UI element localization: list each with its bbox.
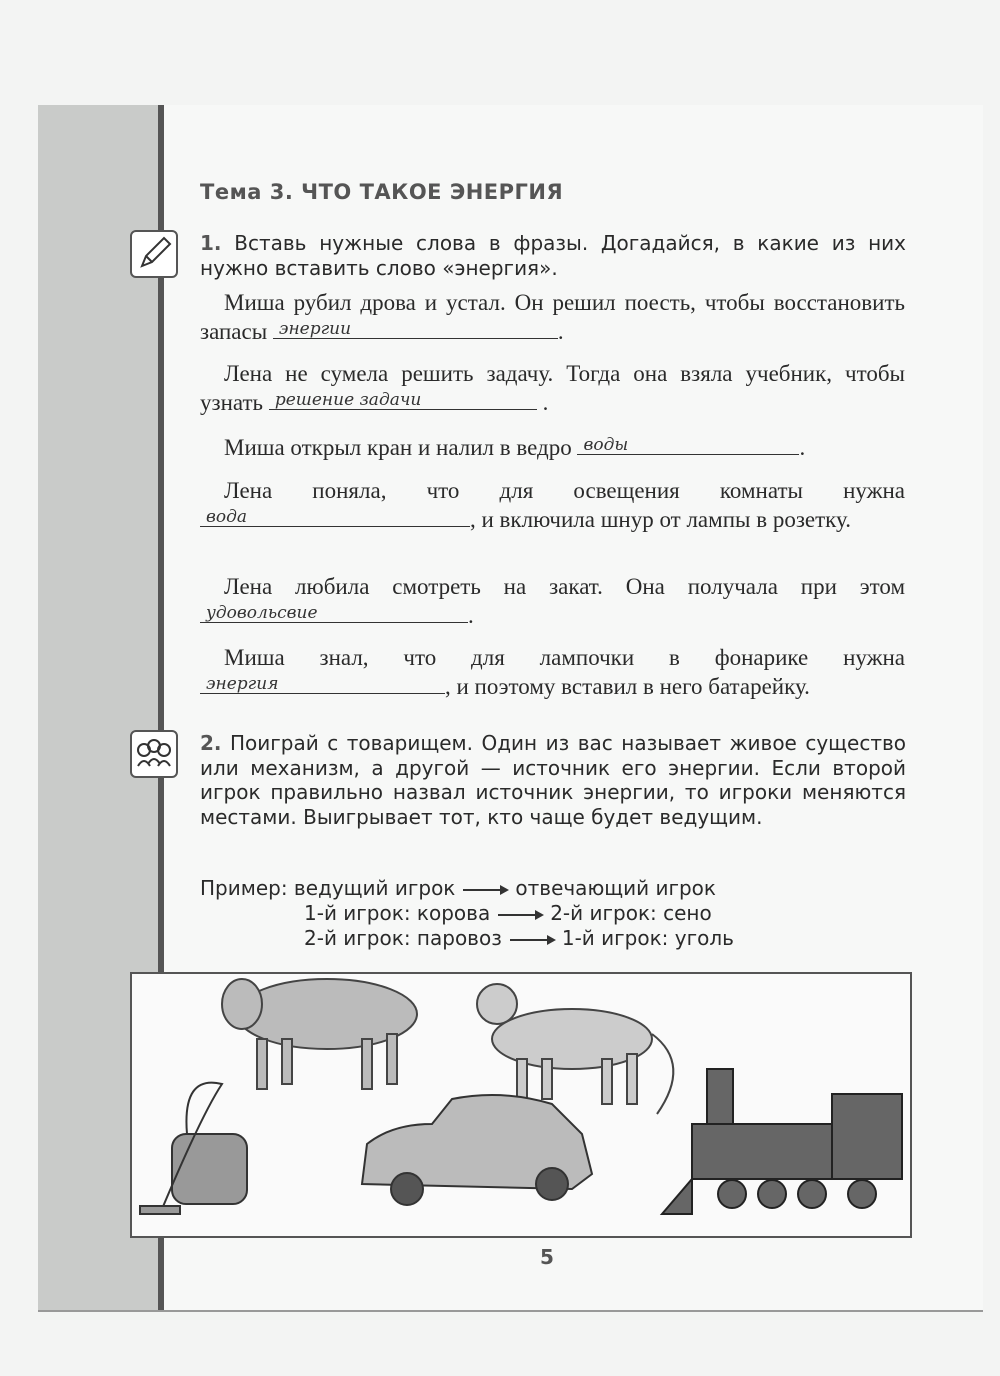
cow-illustration <box>222 979 417 1089</box>
example-row: Пример: ведущий игрок отвечающий игрок <box>200 876 716 900</box>
sentence-3: Миша открыл кран и налил в ведро воды . <box>200 432 905 461</box>
arrow-icon <box>463 889 507 891</box>
page-number: 5 <box>540 1245 554 1269</box>
topic-title: Тема 3. ЧТО ТАКОЕ ЭНЕРГИЯ <box>200 180 564 204</box>
sentence-6: Миша знал, что для лампочки в фонарике нужна энергия , и поэтому вставил в него батарейку. <box>200 645 905 700</box>
illustration-panel <box>130 972 912 1238</box>
car-illustration <box>362 1095 592 1205</box>
task-2-instruction: 2. Поиграй с товарищем. Один из вас называет живое существо или механизм, а другой — источник его энергии. Если второй игрок правильно назвал источник энергии, то игроки меняются местами. Выигрывает тот, кто чаще будет ведущим. <box>200 731 906 829</box>
sentence-2: Лена не сумела решить задачу. Тогда она взяла учебник, чтобы узнать решение задачи . <box>200 361 905 415</box>
sentence-5: Лена любила смотреть на закат. Она получала при этом удовольсвие . <box>200 574 905 629</box>
vacuum-cleaner-illustration <box>140 1083 247 1214</box>
pair-game-icon <box>130 730 178 778</box>
example-block <box>200 876 734 951</box>
answer-field-5[interactable]: удовольсвие <box>200 600 468 623</box>
sentence-4: Лена поняла, что для освещения комнаты нужна вода , и включила шнур от лампы в розетку. <box>200 478 905 533</box>
answer-field-2[interactable]: решение задачи <box>269 387 537 410</box>
answer-field-4[interactable]: вода <box>200 504 470 527</box>
answer-field-6[interactable]: энергия <box>200 671 445 694</box>
pencil-icon <box>130 230 178 278</box>
arrow-icon <box>498 914 542 916</box>
task-1-instruction: 1. Вставь нужные слова в фразы. Догадайся, в какие из них нужно вставить слово «энергия». <box>200 231 907 280</box>
answer-field-3[interactable]: воды <box>577 432 799 455</box>
locomotive-illustration <box>662 1069 902 1214</box>
arrow-icon <box>510 939 554 941</box>
answer-field-1[interactable]: энергии <box>273 316 558 339</box>
tiger-illustration <box>477 984 673 1114</box>
example-row: 2-й игрок: паровоз 1-й игрок: уголь <box>304 926 734 950</box>
sentence-1: Миша рубил дрова и устал. Он решил поесть, чтобы восстановить запасы энергии . <box>200 290 905 344</box>
example-row: 1-й игрок: корова 2-й игрок: сено <box>304 901 712 925</box>
